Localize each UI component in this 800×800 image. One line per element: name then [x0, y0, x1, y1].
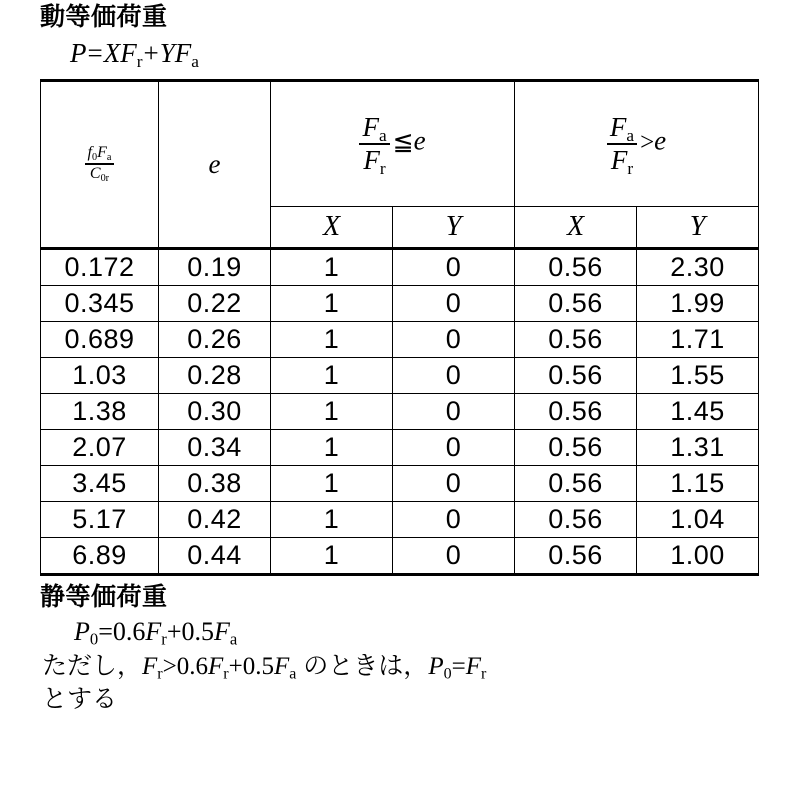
- comparator-le: ≦: [392, 128, 414, 156]
- table-header-row-1: [41, 80, 759, 206]
- cell-f0Fa-C0r: 0.345: [41, 285, 159, 321]
- formula-equals: =: [98, 617, 113, 646]
- table-row: [41, 429, 759, 465]
- cell-y-gt: 1.00: [637, 537, 759, 574]
- table-row: [41, 393, 759, 429]
- table-row: [41, 285, 759, 321]
- cell-y-gt: 1.31: [637, 429, 759, 465]
- note-symbol-P0: P: [428, 653, 444, 680]
- formula-symbol-Fr: F: [145, 617, 162, 646]
- cell-x-le: 1: [271, 321, 393, 357]
- dynamic-equivalent-load-formula: [70, 38, 760, 69]
- cell-e: 0.34: [159, 429, 271, 465]
- note-comparator-gt: >: [162, 653, 177, 680]
- cell-x-le: 1: [271, 357, 393, 393]
- cell-x-le: 1: [271, 285, 393, 321]
- note-sub-a: a: [289, 665, 297, 683]
- cell-x-gt: 0.56: [515, 501, 637, 537]
- note-symbol-Fa: F: [273, 653, 290, 680]
- note-symbol-Fr-3: F: [465, 653, 481, 680]
- cell-y-le: 0: [393, 537, 515, 574]
- cell-f0Fa-C0r: 0.689: [41, 321, 159, 357]
- formula-symbol-Y: Y: [159, 37, 175, 68]
- fraction-denominator: $C_{0r}$: [89, 165, 110, 184]
- cell-y-le: 0: [393, 285, 515, 321]
- cell-e: 0.42: [159, 501, 271, 537]
- subheader-Y-gt: Y: [637, 206, 759, 248]
- formula-symbol-Fa: F: [213, 617, 230, 646]
- cell-x-gt: 0.56: [515, 285, 637, 321]
- formula-coeff-0-5: 0.5: [181, 617, 214, 646]
- static-load-section: [40, 584, 760, 716]
- note-coeff-0-5: 0.5: [242, 653, 274, 680]
- note-coeff-0-6: 0.6: [176, 653, 208, 680]
- note-symbol-Fr-2: F: [207, 653, 224, 680]
- static-load-condition-note: [42, 651, 760, 682]
- cell-y-gt: 1.45: [637, 393, 759, 429]
- cell-x-le: 1: [271, 393, 393, 429]
- formula-symbol-X: X: [103, 37, 121, 68]
- cell-f0Fa-C0r: 6.89: [41, 537, 159, 574]
- cell-y-le: 0: [393, 465, 515, 501]
- note-sub-r-2: r: [223, 665, 229, 683]
- table-row: [41, 321, 759, 357]
- fraction-Fa-Fr-le: [359, 112, 389, 178]
- note-symbol-Fr: F: [142, 653, 158, 680]
- formula-sub-r: r: [136, 51, 143, 71]
- fraction-f0Fa-C0r: [85, 145, 115, 183]
- cell-f0Fa-C0r: 5.17: [41, 501, 159, 537]
- cell-x-gt: 0.56: [515, 465, 637, 501]
- cell-e: 0.19: [159, 248, 271, 285]
- header-cell-e: e: [159, 80, 271, 248]
- comparator-gt: >: [640, 128, 655, 156]
- cell-f0Fa-C0r: 3.45: [41, 465, 159, 501]
- cell-x-gt: 0.56: [515, 429, 637, 465]
- formula-sub-r: r: [161, 629, 167, 649]
- formula-symbol-P: P: [70, 37, 87, 68]
- cell-x-le: 1: [271, 537, 393, 574]
- cell-f0Fa-C0r: 1.03: [41, 357, 159, 393]
- cell-y-gt: 1.55: [637, 357, 759, 393]
- subheader-X-le: X: [271, 206, 393, 248]
- table-row: [41, 501, 759, 537]
- cell-e: 0.38: [159, 465, 271, 501]
- cell-f0Fa-C0r: 1.38: [41, 393, 159, 429]
- fraction-denominator: $F_r$: [363, 144, 386, 178]
- cell-y-le: 0: [393, 429, 515, 465]
- table-row: [41, 248, 759, 285]
- cell-y-le: 0: [393, 393, 515, 429]
- formula-symbol-P0: P: [74, 617, 90, 646]
- formula-plus: +: [166, 617, 182, 646]
- table-row: [41, 537, 759, 574]
- formula-sub-a: a: [191, 51, 199, 71]
- fraction-numerator: $F_a$: [359, 113, 389, 144]
- cell-x-le: 1: [271, 429, 393, 465]
- subheader-Y-le: Y: [393, 206, 515, 248]
- cell-y-le: 0: [393, 501, 515, 537]
- header-cell-Fa-over-Fr-gt-e: [515, 80, 759, 206]
- cell-y-gt: 1.04: [637, 501, 759, 537]
- cell-e: 0.44: [159, 537, 271, 574]
- cell-x-gt: 0.56: [515, 357, 637, 393]
- note-plus: +: [228, 653, 243, 680]
- fraction-numerator: $f_0F_a$: [85, 145, 115, 165]
- cell-x-gt: 0.56: [515, 321, 637, 357]
- formula-plus: +: [143, 37, 159, 68]
- header-cell-f0Fa-over-C0r: [41, 80, 159, 248]
- cell-e: 0.26: [159, 321, 271, 357]
- formula-equals: =: [87, 37, 103, 68]
- cell-y-le: 0: [393, 248, 515, 285]
- fraction-numerator: $F_a$: [607, 113, 637, 144]
- cell-x-gt: 0.56: [515, 537, 637, 574]
- formula-symbol-Fa: F: [174, 37, 192, 68]
- cell-x-gt: 0.56: [515, 393, 637, 429]
- note-middle-text: のときは，: [303, 652, 429, 680]
- cell-e: 0.22: [159, 285, 271, 321]
- equivalent-load-table: [40, 79, 759, 576]
- subheader-X-gt: X: [515, 206, 637, 248]
- note-sub-r: r: [157, 665, 163, 683]
- cell-y-gt: 1.15: [637, 465, 759, 501]
- cell-y-gt: 2.30: [637, 248, 759, 285]
- header-cell-Fa-over-Fr-le-e: [271, 80, 515, 206]
- note-equals: =: [451, 653, 466, 680]
- cell-e: 0.30: [159, 393, 271, 429]
- cell-y-le: 0: [393, 321, 515, 357]
- cell-x-le: 1: [271, 465, 393, 501]
- section-heading-dynamic-load: 動等価荷重: [40, 3, 168, 31]
- header-e-symbol: e: [413, 125, 426, 156]
- static-load-note-tail: とする: [42, 685, 118, 714]
- formula-sub-0: 0: [89, 629, 99, 649]
- formula-symbol-Fr: F: [120, 37, 137, 68]
- fraction-denominator: $F_r$: [610, 144, 634, 178]
- cell-y-le: 0: [393, 357, 515, 393]
- cell-y-gt: 1.71: [637, 321, 759, 357]
- cell-f0Fa-C0r: 0.172: [41, 248, 159, 285]
- formula-sub-a: a: [229, 629, 238, 649]
- note-prefix: ただし，: [42, 652, 143, 680]
- section-heading-static-load: 静等価荷重: [40, 582, 168, 611]
- cell-x-gt: 0.56: [515, 248, 637, 285]
- note-sub-0: 0: [443, 665, 452, 683]
- fraction-Fa-Fr-gt: [607, 112, 637, 178]
- cell-x-le: 1: [271, 248, 393, 285]
- table-row: [41, 357, 759, 393]
- cell-x-le: 1: [271, 501, 393, 537]
- header-e-symbol: e: [654, 125, 667, 156]
- static-equivalent-load-formula: [74, 617, 760, 647]
- cell-y-gt: 1.99: [637, 285, 759, 321]
- table-row: [41, 465, 759, 501]
- cell-f0Fa-C0r: 2.07: [41, 429, 159, 465]
- formula-coeff-0-6: 0.6: [112, 617, 146, 646]
- note-sub-r-3: r: [480, 665, 487, 683]
- cell-e: 0.28: [159, 357, 271, 393]
